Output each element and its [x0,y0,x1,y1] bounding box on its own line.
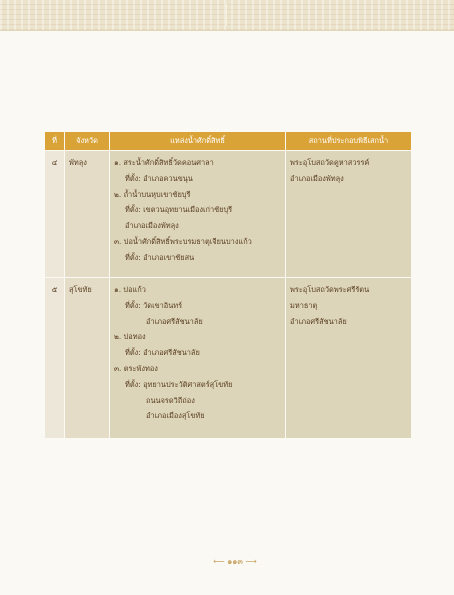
source-line: ที่ตั้ง: อำเภอควนขนุน [125,173,193,183]
table-row-1-sources [110,151,285,277]
decorative-header-banner [0,0,454,31]
source-line: ที่ตั้ง: เขตวนอุทยานเมืองเก่าชัยบุรี [125,205,233,215]
ceremony-line: อำเภอศรีสัชนาลัย [290,316,347,326]
table-row-1-province: พัทลุง [65,151,109,277]
table-row-2-province: สุโขทัย [65,278,109,438]
source-line: ๒. ถ้ำน้ำบนหุบเขาชัยบุรี [114,189,191,199]
ceremony-line: มหาธาตุ [290,300,318,310]
source-line: ที่ตั้ง: อำเภอเขาชัยสน [125,252,195,262]
source-line: ๓. บ่อน้ำศักดิ์สิทธิ์พระบรมธาตุเจียนบางแก้ว [114,236,252,246]
ceremony-line: อำเภอเมืองพัทลุง [290,173,344,183]
source-line: ๒. บ่อทอง [114,332,146,342]
source-line: อำเภอเมืองพัทลุง [125,221,179,231]
page-number: ๑๑๓ [227,557,243,566]
header-province: จังหวัด [65,132,109,150]
source-line: ที่ตั้ง: อำเภอศรีสัชนาลัย [125,348,200,358]
table-row-2-no: ๕ [45,278,64,438]
ceremony-line: พระอุโบสถวัดพระศรีรัตน [290,285,370,294]
banner-divider [226,4,227,26]
header-ceremony-location: สถานที่ประกอบพิธีเสกน้ำ [286,132,411,150]
table-row-2-sources [110,278,285,438]
table-row-2-ceremony [286,278,411,438]
header-holy-water-source: แหล่งน้ำศักดิ์สิทธิ์ [110,132,285,150]
source-line: อำเภอเมืองสุโขทัย [146,411,205,421]
source-line: อำเภอศรีสัชนาลัย [146,316,203,326]
header-no: ที่ [45,132,64,150]
table-row-1-no: ๔ [45,151,64,277]
source-line: ที่ตั้ง: วัดเขาอินทร์ [125,300,183,310]
source-line: ถนนจรดวิถีถ่อง [146,395,195,405]
left-ornament-icon: ⟵ [213,557,225,566]
source-line: ๑. สระน้ำศักดิ์สิทธิ์วัดคอนศาลา [114,158,214,167]
table-row-1-ceremony [286,151,411,277]
source-line: ๓. ตระพังทอง [114,363,158,373]
right-ornament-icon: ⟶ [245,557,257,566]
source-line: ที่ตั้ง: อุทยานประวัติศาสตร์สุโขทัย [125,379,233,389]
source-line: ๑. บ่อแก้ว [114,285,146,294]
page-footer [205,555,265,568]
ceremony-line: พระอุโบสถวัดคูหาสวรรค์ [290,158,370,167]
